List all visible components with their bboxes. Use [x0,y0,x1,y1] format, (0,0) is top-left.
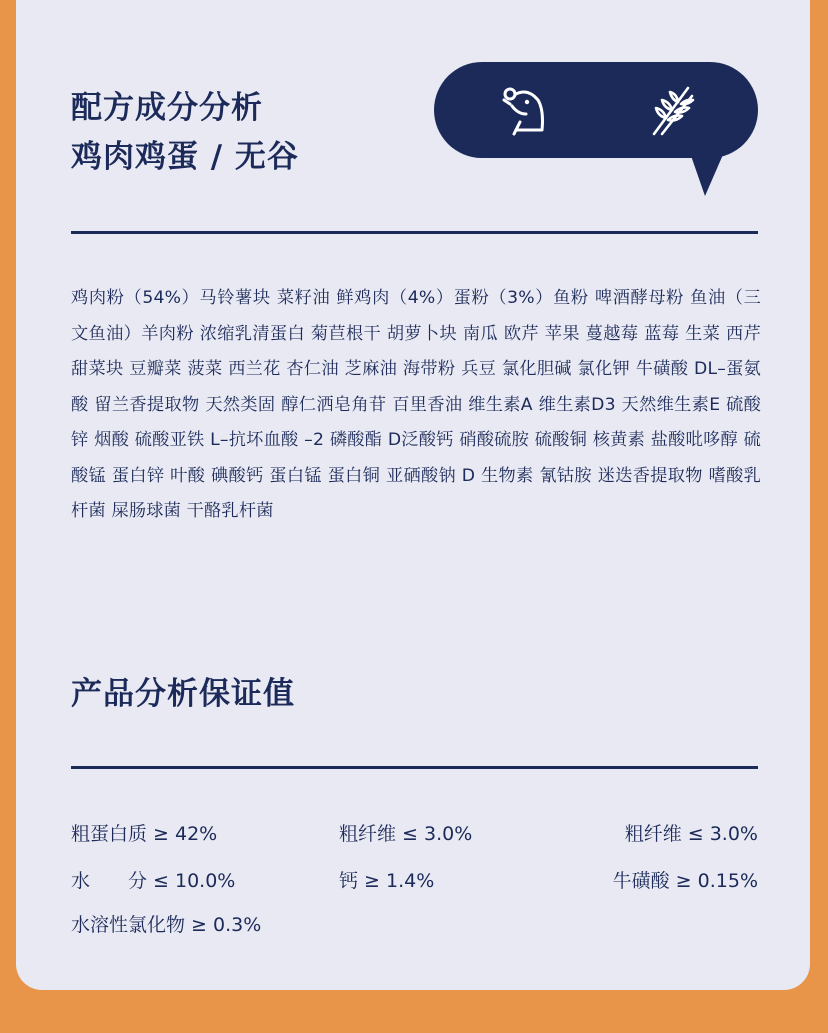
spec-crude-fiber: 粗纤维 ≤ 3.0% [624,823,758,845]
chicken-icon [496,82,552,138]
speech-bubble-tail [689,150,725,196]
ingredients-list: 鸡肉粉（54%）马铃薯块 菜籽油 鲜鸡肉（4%）蛋粉（3%）鱼粉 啤酒酵母粉 鱼油（三文鱼油）羊肉粉 浓缩乳清蛋白 菊苣根干 胡萝卜块 南瓜 欧芹 苹果 蔓越莓 蓝莓 生菜 西芹 甜菜块 豆瓣菜 菠菜 西兰花 杏仁油 芝麻油 海带粉 兵豆 氯化胆碱 氯化钾 牛磺酸 DL–蛋氨酸 留兰香提取物 天然类固 醇仁洒皂角苷 百里香油 维生素A 维生素D3 天然维生素E 硫酸锌 烟酸 硫酸亚铁 L–抗坏血酸 –2 磷酸酯 D泛酸钙 硝酸硫胺 硫酸铜 核黄素 盐酸吡哆醇 硫酸锰 蛋白锌 叶酸 碘酸钙 蛋白锰 蛋白铜 亚硒酸钠 D 生物素 氰钴胺 迷迭香提取物 嗜酸乳杆菌 屎肠球菌 干酪乳杆菌 [71,288,761,521]
spec-crude-fiber: 粗纤维 ≤ 3.0% [339,823,473,845]
analysis-title: 产品分析保证值 [71,676,295,712]
divider-line [71,766,758,769]
spec-taurine: 牛磺酸 ≥ 0.15% [612,870,758,892]
spec-calcium: 钙 ≥ 1.4% [339,870,435,892]
divider-line [71,231,758,234]
page-title: 配方成分分析 [71,90,263,126]
wheat-icon [644,82,700,138]
content-card [16,0,810,990]
speech-bubble-badge [434,62,758,158]
page-subtitle: 鸡肉鸡蛋 / 无谷 [71,139,299,175]
spec-crude-protein: 粗蛋白质 ≥ 42% [71,823,218,845]
spec-moisture: 水 分 ≤ 10.0% [71,870,236,892]
spec-water-soluble-chloride: 水溶性氯化物 ≥ 0.3% [71,914,262,936]
